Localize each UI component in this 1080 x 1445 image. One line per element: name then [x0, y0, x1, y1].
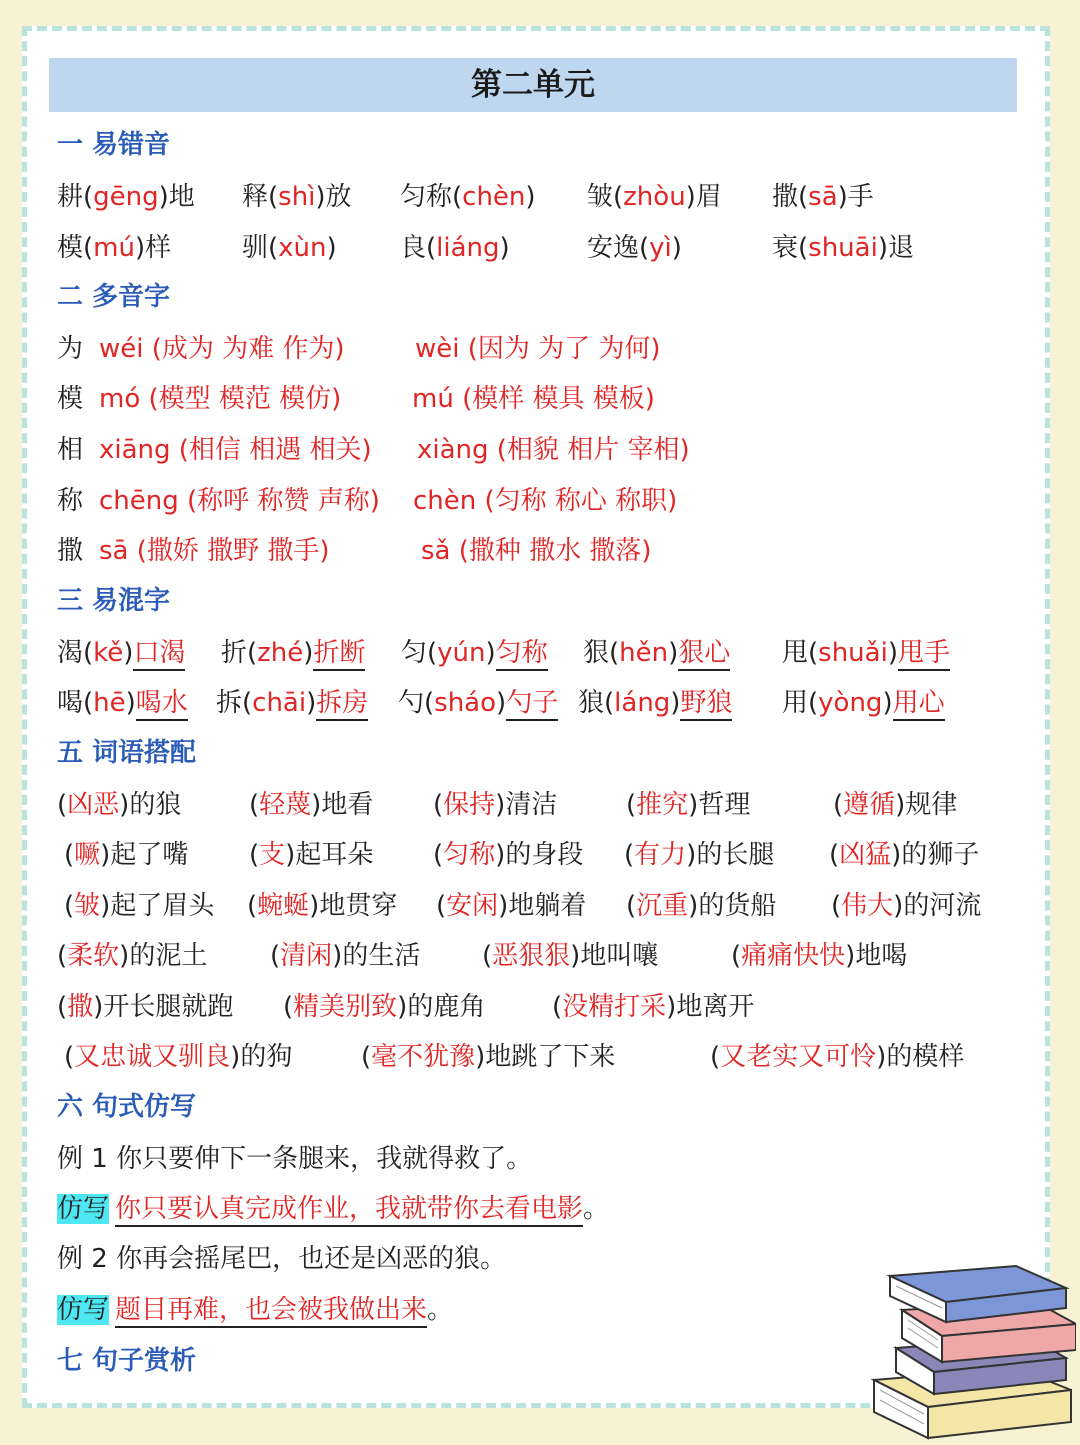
open-paren: ( [57, 790, 68, 820]
pinyin: shuāi [808, 233, 878, 263]
confusable-item [221, 632, 365, 669]
example-word: 野狼 [680, 688, 732, 721]
collocation-text: )起耳朵 [285, 840, 374, 870]
polyphone-char: 为 [57, 334, 84, 364]
pinyin: yòng [818, 688, 883, 718]
collocation-text: )地贯穿 [309, 891, 398, 921]
polyphone-char: 撒 [57, 536, 84, 566]
open-paren: ( [436, 891, 447, 921]
collocation-item [482, 935, 658, 972]
polyphone-char: 模 [57, 384, 84, 414]
answer-word: 安闲 [446, 891, 499, 921]
imitation-tag: 仿写 [57, 1194, 110, 1224]
collocation-item [249, 834, 373, 871]
answer-word: 撒 [67, 992, 94, 1022]
example-word: 甩手 [898, 638, 950, 671]
pronunciation-item [400, 227, 510, 264]
word-text: ) [499, 233, 510, 263]
collocation-text: )地叫嚷 [570, 941, 659, 971]
section-heading: 二 多音字 [57, 282, 171, 312]
pronunciation-item [57, 227, 171, 264]
collocation-text: )的狼 [119, 790, 182, 820]
section-heading: 一 易错音 [57, 130, 171, 160]
collocation-text: )地看 [311, 790, 374, 820]
pinyin: hěn [619, 638, 669, 668]
polyphone-char: 称 [57, 486, 84, 516]
collocation-item [831, 885, 981, 922]
word-text: 衰( [772, 233, 809, 263]
open-paren: ( [57, 992, 68, 1022]
polyphone-reading: mú (模样 模具 模板) [412, 384, 655, 414]
open-paren: ( [249, 840, 260, 870]
collocation-text: )起了嘴 [100, 840, 189, 870]
pinyin: chāi [252, 688, 307, 718]
collocation-text: )的鹿角 [397, 992, 486, 1022]
polyphone-reading: xiāng (相信 相遇 相关) [99, 435, 372, 465]
open-paren: ( [64, 840, 75, 870]
collocation-text: )的狮子 [891, 840, 980, 870]
answer-word: 痛痛快快 [741, 941, 846, 971]
pinyin: mú [93, 233, 135, 263]
example-word: 喝水 [136, 688, 188, 721]
section-heading: 七 句子赏析 [57, 1346, 197, 1376]
char-text: 勺( [398, 688, 435, 718]
collocation-item [249, 784, 373, 821]
confusable-item [216, 682, 368, 719]
confusable-item [57, 632, 185, 669]
word-text: ) [326, 233, 337, 263]
pinyin: sháo [434, 688, 497, 718]
word-text: )手 [837, 182, 874, 212]
polyphone-char: 相 [57, 435, 84, 465]
polyphone-reading: sā (撒娇 撒野 撒手) [99, 536, 330, 566]
pinyin: gēng [93, 182, 159, 212]
collocation-text: )的狗 [230, 1042, 293, 1072]
char-text: 喝( [57, 688, 94, 718]
pinyin: zhé [257, 638, 304, 668]
collocation-item [433, 834, 583, 871]
polyphone-reading: chèn (匀称 称心 称职) [413, 486, 678, 516]
answer-word: 精美别致 [293, 992, 398, 1022]
word-text: 匀称( [400, 182, 463, 212]
period: 。 [583, 1194, 610, 1224]
char-text: 拆( [216, 688, 253, 718]
char-text: 渴( [57, 638, 94, 668]
char-text: ) [670, 688, 681, 718]
example-sentence: 例 1 你只要伸下一条腿来，我就得救了。 [57, 1144, 533, 1174]
answer-word: 凶恶 [67, 790, 120, 820]
answer-word: 推究 [636, 790, 689, 820]
collocation-item [624, 834, 774, 871]
char-text: ) [306, 688, 317, 718]
answer-word: 噘 [74, 840, 101, 870]
word-text: )放 [315, 182, 352, 212]
pronunciation-item [242, 176, 352, 213]
collocation-item [626, 784, 750, 821]
pinyin: shuǎi [818, 638, 888, 668]
word-text: 释( [242, 182, 279, 212]
page-title: 第二单元 [49, 58, 1017, 112]
confusable-item [398, 682, 558, 719]
word-text: )眉 [685, 182, 722, 212]
char-text: 狼( [578, 688, 615, 718]
open-paren: ( [283, 992, 294, 1022]
char-text: ) [887, 638, 898, 668]
collocation-text: )规律 [895, 790, 958, 820]
pronunciation-item [400, 176, 536, 213]
collocation-text: )的长腿 [686, 840, 775, 870]
collocation-item [57, 986, 233, 1023]
pronunciation-item [772, 227, 914, 264]
answer-word: 又忠诚又驯良 [74, 1042, 231, 1072]
polyphone-reading: sǎ (撒种 撒水 撒落) [421, 536, 652, 566]
example-word: 口渴 [133, 638, 185, 671]
char-text: 狠( [583, 638, 620, 668]
pronunciation-item [57, 176, 195, 213]
pronunciation-item [242, 227, 337, 264]
open-paren: ( [361, 1042, 372, 1072]
pinyin: hē [93, 688, 126, 718]
char-text: ) [668, 638, 679, 668]
imitation-tag: 仿写 [57, 1295, 110, 1325]
confusable-item [583, 632, 730, 669]
collocation-text: )地离开 [666, 992, 755, 1022]
open-paren: ( [249, 790, 260, 820]
open-paren: ( [829, 840, 840, 870]
answer-word: 保持 [443, 790, 496, 820]
section-heading: 三 易混字 [57, 586, 171, 616]
answer-word: 凶猛 [839, 840, 892, 870]
example-word: 匀称 [496, 638, 548, 671]
answer-word: 清闲 [280, 941, 333, 971]
char-text: 折( [221, 638, 258, 668]
pinyin: yì [649, 233, 672, 263]
answer-word: 柔软 [67, 941, 120, 971]
open-paren: ( [624, 840, 635, 870]
answer-word: 蜿蜒 [257, 891, 310, 921]
collocation-text: )地喝 [845, 941, 908, 971]
collocation-item [270, 935, 420, 972]
open-paren: ( [270, 941, 281, 971]
open-paren: ( [626, 891, 637, 921]
example-word: 勺子 [506, 688, 558, 721]
collocation-text: )的河流 [893, 891, 982, 921]
collocation-item [64, 1036, 292, 1073]
word-text: 驯( [242, 233, 279, 263]
polyphone-reading: chēng (称呼 称赞 声称) [99, 486, 380, 516]
open-paren: ( [552, 992, 563, 1022]
collocation-text: )哲理 [688, 790, 751, 820]
collocation-item [731, 935, 907, 972]
collocation-item [57, 784, 181, 821]
polyphone-reading: xiàng (相貌 相片 宰相) [417, 435, 690, 465]
example-word: 折断 [313, 638, 365, 671]
collocation-text: )的货船 [688, 891, 777, 921]
answer-word: 遵循 [843, 790, 896, 820]
pinyin: liáng [436, 233, 500, 263]
period: 。 [427, 1295, 454, 1325]
answer-word: 轻蔑 [259, 790, 312, 820]
open-paren: ( [710, 1042, 721, 1072]
word-text: ) [525, 182, 536, 212]
collocation-text: )的泥土 [119, 941, 208, 971]
char-text: ) [123, 638, 134, 668]
collocation-item [710, 1036, 964, 1073]
example-word: 狠心 [678, 638, 730, 671]
example-sentence: 例 2 你再会摇尾巴，也还是凶恶的狼。 [57, 1244, 507, 1274]
collocation-text: )地躺着 [498, 891, 587, 921]
imitation-answer: 题目再难，也会被我做出来 [115, 1295, 427, 1328]
word-text: )样 [134, 233, 172, 263]
answer-word: 毫不犹豫 [371, 1042, 476, 1072]
imitation-line [57, 1289, 453, 1326]
word-text: 耕( [57, 182, 94, 212]
open-paren: ( [433, 790, 444, 820]
open-paren: ( [731, 941, 742, 971]
answer-word: 皱 [74, 891, 101, 921]
collocation-text: )清洁 [495, 790, 558, 820]
open-paren: ( [482, 941, 493, 971]
open-paren: ( [247, 891, 258, 921]
answer-word: 伟大 [841, 891, 894, 921]
char-text: ) [303, 638, 314, 668]
confusable-item [578, 682, 732, 719]
collocation-item [64, 834, 188, 871]
open-paren: ( [831, 891, 842, 921]
pinyin: kě [93, 638, 124, 668]
pronunciation-item [772, 176, 874, 213]
pronunciation-item [587, 176, 722, 213]
pinyin: chèn [462, 182, 526, 212]
pinyin: láng [614, 688, 671, 718]
word-text: 撒( [772, 182, 809, 212]
collocation-item [247, 885, 397, 922]
pinyin: xùn [278, 233, 327, 263]
word-text: 良( [400, 233, 437, 263]
confusable-item [782, 632, 950, 669]
word-text: )地 [158, 182, 195, 212]
collocation-item [626, 885, 776, 922]
confusable-item [401, 632, 548, 669]
pinyin: yún [437, 638, 486, 668]
char-text: ) [485, 638, 496, 668]
answer-word: 恶狠狠 [492, 941, 571, 971]
answer-word: 匀称 [443, 840, 496, 870]
open-paren: ( [433, 840, 444, 870]
word-text: )退 [877, 233, 914, 263]
pronunciation-item [587, 227, 682, 264]
collocation-text: )的身段 [495, 840, 584, 870]
word-text: ) [671, 233, 682, 263]
open-paren: ( [64, 891, 75, 921]
example-word: 拆房 [316, 688, 368, 721]
pinyin: sā [808, 182, 838, 212]
collocation-item [833, 784, 957, 821]
open-paren: ( [833, 790, 844, 820]
collocation-item [283, 986, 485, 1023]
collocation-item [361, 1036, 615, 1073]
word-text: 皱( [587, 182, 624, 212]
word-text: 模( [57, 233, 94, 263]
collocation-item [433, 784, 557, 821]
collocation-item [829, 834, 979, 871]
collocation-item [552, 986, 754, 1023]
open-paren: ( [64, 1042, 75, 1072]
confusable-item [782, 682, 945, 719]
char-text: ) [125, 688, 136, 718]
char-text: 匀( [401, 638, 438, 668]
collocation-text: )的生活 [332, 941, 421, 971]
char-text: ) [496, 688, 507, 718]
imitation-answer: 你只要认真完成作业，我就带你去看电影 [115, 1194, 583, 1227]
answer-word: 沉重 [636, 891, 689, 921]
collocation-text: )开长腿就跑 [93, 992, 234, 1022]
confusable-item [57, 682, 188, 719]
books-illustration-icon [866, 1262, 1076, 1442]
answer-word: 支 [259, 840, 286, 870]
collocation-item [436, 885, 586, 922]
section-heading: 五 词语搭配 [57, 738, 197, 768]
collocation-text: )地跳了下来 [475, 1042, 616, 1072]
char-text: 用( [782, 688, 819, 718]
collocation-text: )起了眉头 [100, 891, 215, 921]
collocation-text: )的模样 [876, 1042, 965, 1072]
collocation-item [57, 935, 207, 972]
answer-word: 没精打采 [562, 992, 667, 1022]
polyphone-reading: wéi (成为 为难 作为) [99, 334, 345, 364]
word-text: 安逸( [587, 233, 650, 263]
section-heading: 六 句式仿写 [57, 1092, 197, 1122]
pinyin: zhòu [623, 182, 686, 212]
polyphone-reading: wèi (因为 为了 为何) [415, 334, 661, 364]
polyphone-reading: mó (模型 模范 模仿) [99, 384, 342, 414]
open-paren: ( [626, 790, 637, 820]
char-text: ) [882, 688, 893, 718]
pinyin: shì [278, 182, 316, 212]
char-text: 甩( [782, 638, 819, 668]
imitation-line [57, 1188, 609, 1225]
answer-word: 又老实又可怜 [720, 1042, 877, 1072]
open-paren: ( [57, 941, 68, 971]
example-word: 用心 [893, 688, 945, 721]
answer-word: 有力 [634, 840, 687, 870]
collocation-item [64, 885, 214, 922]
